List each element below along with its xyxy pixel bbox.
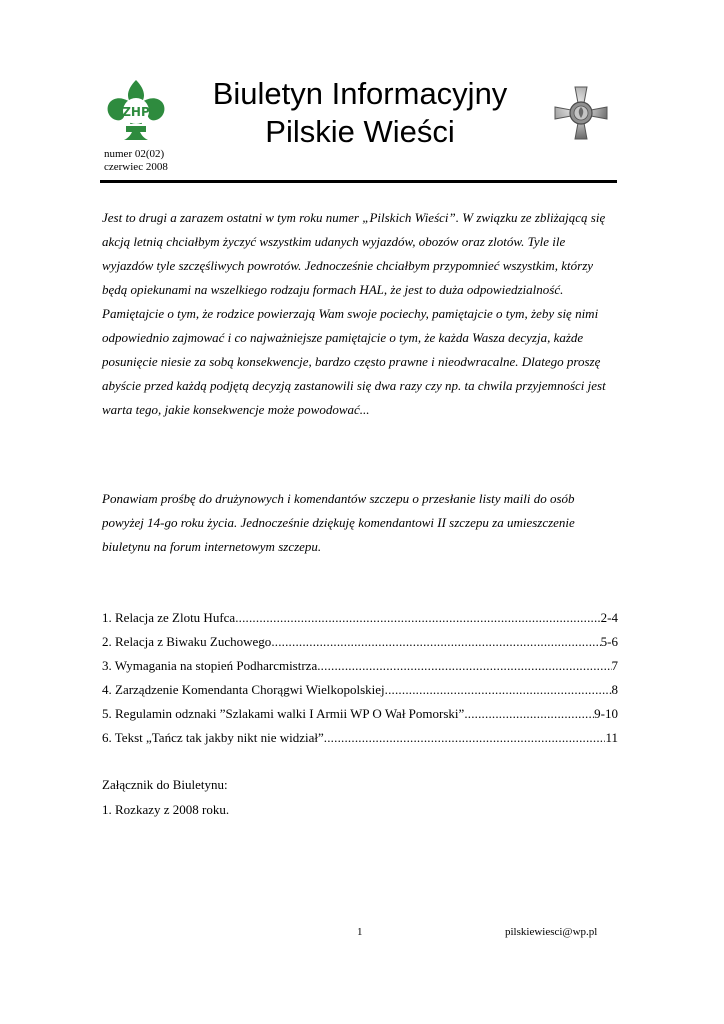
toc-item-label: 6. Tekst „Tańcz tak jakby nikt nie widział” (102, 730, 324, 745)
toc-item-page: 5-6 (600, 634, 618, 649)
toc-leader-dots (271, 630, 600, 654)
toc-item (102, 726, 618, 750)
issue-number: numer 02(02) (104, 148, 165, 160)
header-divider (100, 180, 617, 183)
toc-item (102, 702, 618, 726)
toc-item-page: 9-10 (594, 706, 618, 721)
toc-leader-dots (235, 606, 600, 630)
toc-item (102, 654, 618, 678)
contact-email: pilskiewiesci@wp.pl (505, 926, 598, 938)
attachment-item: 1. Rozkazy z 2008 roku. (102, 802, 230, 817)
bulletin-subtitle: Pilskie Wieści (265, 114, 455, 149)
intro-paragraph: Jest to drugi a zarazem ostatni w tym roku numer „Pilskich Wieści”. W związku ze zbliżającą się akcją letnią chciałbym życzyć wszystkim udanych wyjazdów, obozów oraz zlotów. Tyle ile wyjazdów tyle szczęśliwych powrotów. Jednocześnie chciałbym przypomnieć wszystkim, którzy będą opiekunami na wszelkiego rodzaju formach HAL, że jest to duża odpowiedzialność. Pamiętajcie o tym, że rodzice powierzają Wam swoje pociechy, pamiętajcie o tym, żeby się nimi odpowiednio zajmować i co najważniejsze pamiętajcie o tym, że każda Wasza decyzja, każde posunięcie niesie za sobą konsekwencje, bardzo często prawne i nieodwracalne. Dlatego proszę abyście przed każdą podjętą decyzją zastanowili się dwa razy czy np. ta chwila przyjemności jest warta tego, jakie konsekwencje może powodować... (102, 210, 606, 417)
table-of-contents (102, 606, 618, 750)
request-paragraph: Ponawiam prośbę do drużynowych i komendantów szczepu o przesłanie listy maili do osób powyżej 14-go roku życia. Jednocześnie dziękuję komendantowi II szczepu za umieszczenie biuletynu na forum internetowym szczepu. (102, 491, 575, 554)
toc-item-label: 1. Relacja ze Zlotu Hufca (102, 610, 236, 625)
bulletin-title: Biuletyn Informacyjny (212, 76, 508, 111)
issue-date: czerwiec 2008 (104, 161, 168, 173)
toc-leader-dots (385, 678, 612, 702)
toc-leader-dots (324, 726, 606, 750)
toc-item-label: 4. Zarządzenie Komendanta Chorągwi Wielkopolskiej (102, 682, 385, 697)
toc-item (102, 606, 618, 630)
zhp-logo-text: ZHP (122, 105, 150, 119)
toc-item-label: 2. Relacja z Biwaku Zuchowego (102, 634, 272, 649)
toc-item-label: 5. Regulamin odznaki ”Szlakami walki I Armii WP O Wał Pomorski” (102, 706, 465, 721)
attachment-heading: Załącznik do Biuletynu: (102, 777, 228, 792)
toc-item-label: 3. Wymagania na stopień Podharcmistrza (102, 658, 318, 673)
toc-item-page: 2-4 (600, 610, 618, 625)
toc-item (102, 678, 618, 702)
page-number: 1 (357, 926, 363, 938)
toc-leader-dots (317, 654, 611, 678)
toc-item-page: 8 (611, 682, 618, 697)
toc-item (102, 630, 618, 654)
toc-item-page: 11 (605, 730, 618, 745)
toc-leader-dots (464, 702, 594, 726)
toc-item-page: 7 (611, 658, 618, 673)
